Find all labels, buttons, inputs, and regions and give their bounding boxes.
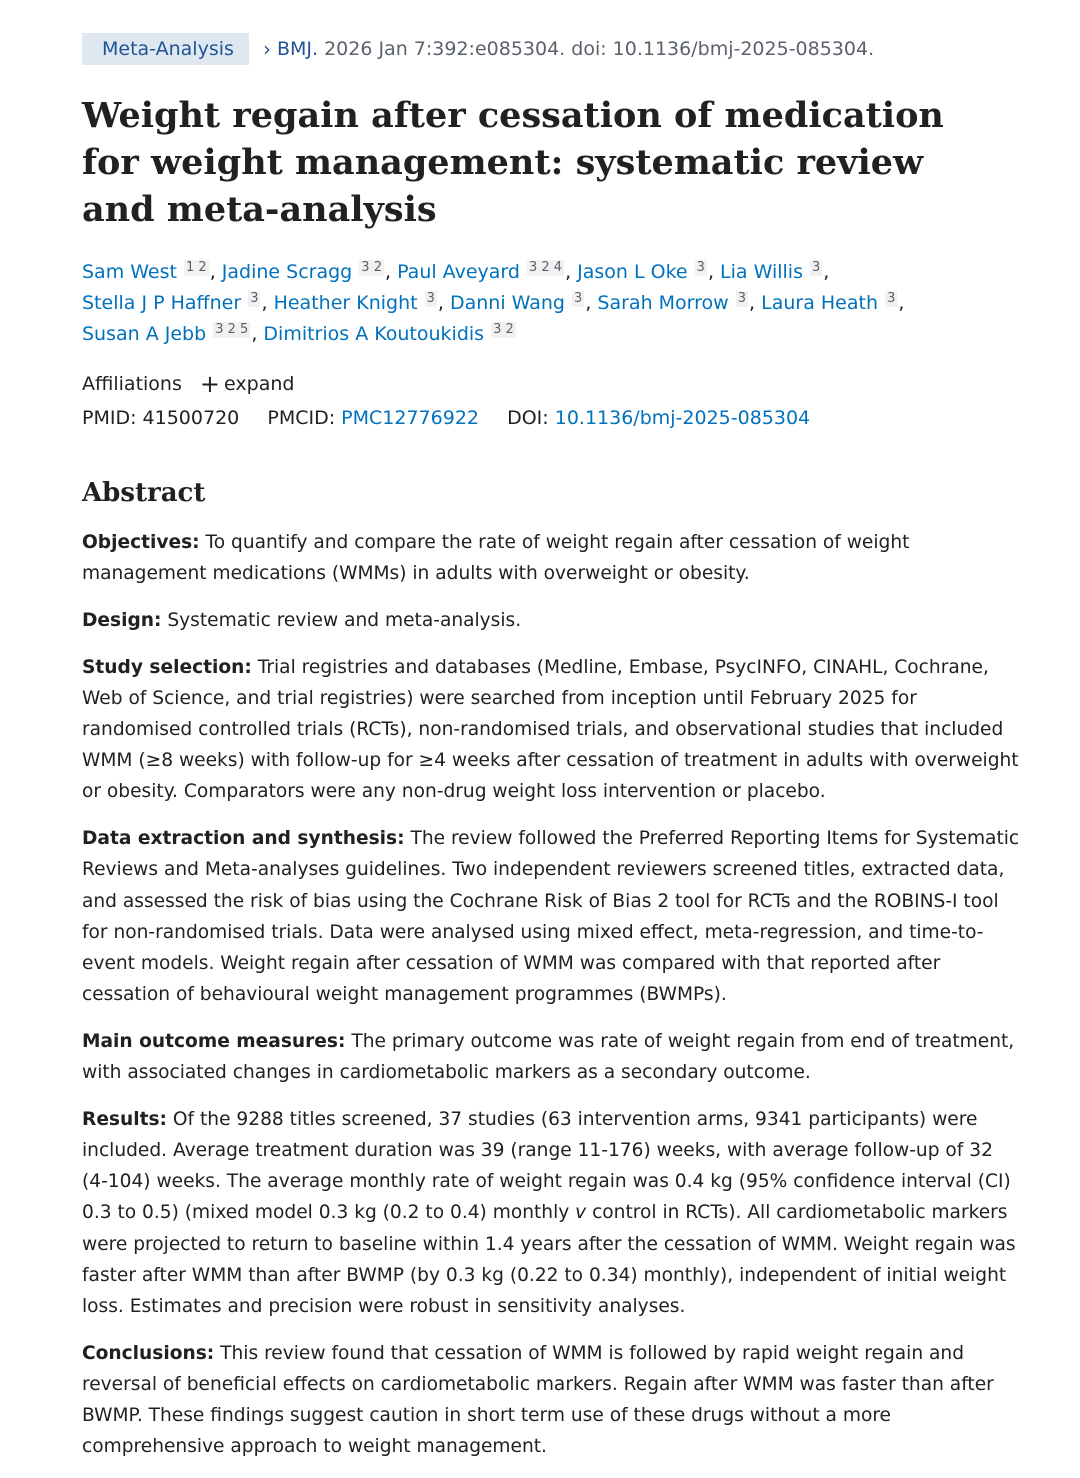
citation-text: 2026 Jan 7:392:e085304. doi: 10.1136/bmj-2025-085304. <box>324 38 875 60</box>
author-affiliation-refs[interactable]: 3 <box>426 291 435 306</box>
abstract-data-extraction <box>82 823 1022 1010</box>
abstract-objectives <box>82 527 1022 589</box>
article-source-line <box>82 33 874 65</box>
author-affiliation-refs[interactable]: 3 2 5 <box>215 322 249 337</box>
author-affiliation-refs[interactable]: 3 <box>696 260 705 275</box>
abstract-study-selection <box>82 652 1022 808</box>
journal-link[interactable]: BMJ. <box>277 38 319 60</box>
author-link[interactable]: Paul Aveyard <box>397 261 520 283</box>
author-affiliation-refs[interactable]: 1 2 <box>186 260 207 275</box>
doi-label: DOI: <box>507 407 549 429</box>
author-item <box>720 261 823 283</box>
author-link[interactable]: Dimitrios A Koutoukidis <box>263 323 485 345</box>
section-label: Main outcome measures: <box>82 1030 346 1052</box>
abstract-design <box>82 605 1022 636</box>
section-label: Objectives: <box>82 532 200 553</box>
section-label: Data extraction and synthesis: <box>82 828 405 850</box>
author-affiliation-refs[interactable]: 3 <box>250 291 259 306</box>
section-label: Conclusions: <box>82 1342 215 1364</box>
author-item <box>263 323 516 345</box>
section-label: Study selection: <box>82 656 252 678</box>
section-label: Results: <box>82 1108 167 1130</box>
doi-link[interactable]: 10.1136/bmj-2025-085304 <box>554 407 811 429</box>
pmcid-link[interactable]: PMC12776922 <box>341 407 479 429</box>
author-item <box>597 292 749 314</box>
author-affiliation-refs[interactable]: 3 <box>574 291 583 306</box>
section-text: The primary outcome was rate of weight regain from end of treatment, with associated changes in cardiometabolic markers as a secondary outcome. <box>82 1030 1015 1084</box>
author-affiliation-refs[interactable]: 3 <box>887 291 896 306</box>
author-link[interactable]: Laura Heath <box>761 292 879 314</box>
author-item <box>397 261 565 283</box>
section-label: Design: <box>82 609 162 631</box>
author-affiliation-refs[interactable]: 3 <box>737 291 747 306</box>
article-title: Weight regain after cessation of medication for weight management: systematic review and meta-analysis <box>82 95 944 230</box>
author-affiliation-refs[interactable]: 3 <box>812 260 821 275</box>
abstract-heading: Abstract <box>82 478 206 508</box>
author-affiliation-refs[interactable]: 3 2 4 <box>528 260 563 275</box>
abstract-results <box>82 1104 1022 1322</box>
versus-italic: v <box>575 1202 587 1224</box>
author-link[interactable]: Heather Knight <box>273 292 418 314</box>
pmcid-label: PMCID: <box>267 407 336 429</box>
pmid-value: 41500720 <box>142 407 240 429</box>
author-item <box>222 261 385 283</box>
identifiers-row <box>82 403 810 433</box>
authors-list: Sam West $^{1 2}$ , Jadine Scragg $^{3 2}$ , Paul Aveyard $^{3 2 4}$ , Jason L Oke $^3$ , Lia Willis $^3$ , Stella J P Haffner $^3$ , Heather Knight $^3$ , Danni Wang $^3$ , Sarah Morrow $^3$ , Laura Heath $^3$ , Susan A Jebb $^{3 2 5}$ , Dimitrios A Koutoukidis $^{3 2}$ <box>82 260 905 345</box>
author-link[interactable]: Lia Willis <box>720 261 803 283</box>
author-affiliation-refs[interactable]: 3 2 <box>493 322 514 337</box>
section-text: To quantify and compare the rate of weight regain after cessation of weight management medications (WMMs) in adults with overweight or obesity. <box>82 532 910 585</box>
author-item <box>82 323 251 345</box>
publication-type-badge[interactable]: Meta-Analysis <box>82 33 249 65</box>
author-item <box>577 261 708 283</box>
author-item <box>274 292 438 314</box>
author-affiliation-refs[interactable]: 3 2 <box>361 260 382 275</box>
section-text: control in RCTs). All cardiometabolic markers were projected to return to baseline within 1.4 years after the cessation of WMM. Weight regain was faster after WMM than after BWMP (by 0.3 kg (0.22 to 0.34) monthly), independent of initial weight loss. Estimates and precision were robust in sensitivity analyses. <box>82 1202 1016 1317</box>
affiliations-row <box>82 369 294 399</box>
section-text: This review found that cessation of WMM is followed by rapid weight regain and reversal of beneficial effects on cardiometabolic markers. Regain after WMM was faster than after BWMP. These findings suggest caution in short term use of these drugs without a more comprehensive approach to weight management. <box>82 1342 994 1458</box>
abstract-body <box>82 527 1022 1478</box>
author-link[interactable]: Jadine Scragg <box>221 261 353 283</box>
plus-icon: + <box>199 370 221 398</box>
expand-label: expand <box>224 373 295 395</box>
section-text: Systematic review and meta-analysis. <box>161 609 522 631</box>
author-item <box>450 292 585 314</box>
author-link[interactable]: Sam West <box>82 261 177 283</box>
abstract-main-outcome <box>82 1026 1022 1088</box>
section-text: The review followed the Preferred Reporting Items for Systematic Reviews and Meta-analyses guidelines. Two independent reviewers screened titles, extracted data, and assessed the risk of bias using the Cochrane Risk of Bias 2 tool for RCTs and the ROBINS-I tool for non-randomised trials. Data were analysed using mixed effect, meta-regression, and time-to-event models. Weight regain after cessation of WMM was compared with that reported after cessation of behavioural weight management programmes (BWMPs). <box>82 828 1020 1006</box>
affiliations-expand-button[interactable] <box>199 370 295 398</box>
abstract-conclusions <box>82 1338 1022 1463</box>
section-text: Of the 9288 titles screened, 37 studies (63 intervention arms, 9341 participants) were included. Average treatment duration was 39 (range 11-176) weeks, with average follow-up of 32 (4-104) weeks. The average monthly rate of weight regain was 0.4 kg (95% confidence interval (CI) 0.3 to 0.5) (mixed model 0.3 kg (0.2 to 0.4) monthly <box>82 1108 1011 1224</box>
author-item <box>82 292 261 314</box>
section-text: Trial registries and databases (Medline, Embase, PsycINFO, CINAHL, Cochrane, Web of Science, and trial registries) were searched from inception until February 2025 for randomised controlled trials (RCTs), non-randomised trials, and observational studies that included WMM (≥8 weeks) with follow-up for ≥4 weeks after cessation of treatment in adults with overweight or obesity. Comparators were any non-drug weight loss intervention or placebo. <box>82 656 1019 803</box>
author-link[interactable]: Sarah Morrow <box>597 292 729 314</box>
pmid-label: PMID: <box>82 407 137 429</box>
author-link[interactable]: Jason L Oke <box>577 261 688 283</box>
author-link[interactable]: Danni Wang <box>449 292 565 314</box>
author-item <box>82 261 210 283</box>
author-link[interactable]: Susan A Jebb <box>82 323 207 345</box>
author-item <box>761 292 898 314</box>
author-link[interactable]: Stella J P Haffner <box>82 292 242 314</box>
chevron-right-icon: › <box>263 37 271 61</box>
affiliations-label: Affiliations <box>82 373 182 395</box>
